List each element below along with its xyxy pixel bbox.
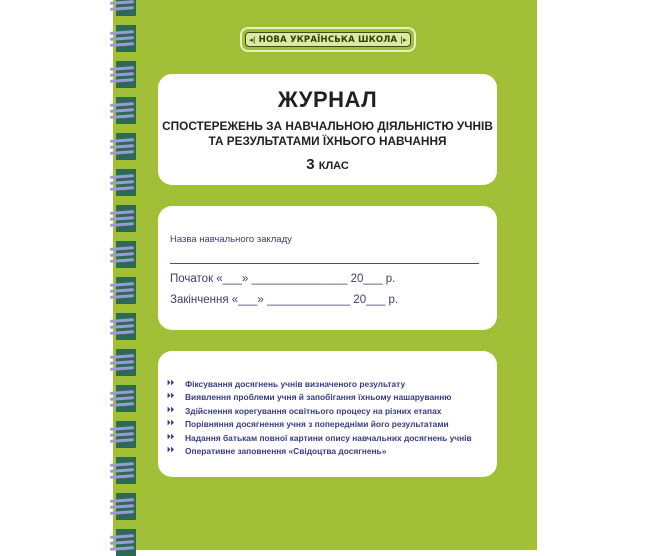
series-badge <box>240 27 416 52</box>
spiral-wire <box>110 534 134 539</box>
spiral-wire <box>110 426 134 431</box>
journal-subtitle <box>158 119 497 149</box>
spiral-binding <box>108 0 140 550</box>
feature-text: Оперативне заповнення «Свідоцтва досягнень» <box>185 446 387 457</box>
double-arrow-icon: ⏵⏵ <box>167 379 174 387</box>
spiral-wire <box>110 108 134 113</box>
spiral-wire <box>110 180 134 185</box>
spiral-wire <box>110 78 134 83</box>
spiral-wire <box>110 438 134 443</box>
binding-hole <box>116 25 136 52</box>
spiral-wire <box>110 432 134 437</box>
double-arrow-icon: ⏵⏵ <box>167 433 174 441</box>
binding-hole <box>116 421 136 448</box>
spiral-wire <box>110 498 134 503</box>
spiral-wire <box>110 402 134 407</box>
spiral-wire <box>110 540 134 545</box>
feature-text: Фіксування досягнень учнів визначеного результату <box>185 378 406 389</box>
spiral-wire <box>110 6 134 11</box>
spiral-wire <box>110 510 134 515</box>
spiral-wire <box>110 174 134 179</box>
journal-title: ЖУРНАЛ <box>277 87 378 112</box>
binding-hole <box>116 313 136 340</box>
binding-hole <box>116 241 136 268</box>
binding-hole <box>116 133 136 160</box>
spiral-wire <box>110 354 134 359</box>
left-arrow-icon: ◂| <box>249 35 256 44</box>
school-info-panel <box>158 206 497 330</box>
spiral-wire <box>110 246 134 251</box>
subtitle-line-1: СПОСТЕРЕЖЕНЬ ЗА НАВЧАЛЬНОЮ ДІЯЛЬНІСТЮ УЧНІВ <box>162 119 493 133</box>
spiral-wire <box>110 216 134 221</box>
school-name-label: Назва навчального закладу <box>170 234 292 245</box>
features-list <box>167 377 472 458</box>
spiral-wire <box>110 186 134 191</box>
spiral-wire <box>110 210 134 215</box>
spiral-wire <box>110 390 134 395</box>
spiral-wire <box>110 150 134 155</box>
feature-text: Надання батькам повної картини опису навчальних досягнень учнів <box>185 432 472 443</box>
spiral-wire <box>110 66 134 71</box>
spiral-wire <box>110 318 134 323</box>
spiral-wire <box>110 282 134 287</box>
title-panel <box>158 74 497 185</box>
end-date-row: Закінчення «___» _____________ 20___ р. <box>170 294 399 306</box>
features-panel <box>158 351 497 477</box>
binding-hole <box>116 277 136 304</box>
binding-hole <box>116 457 136 484</box>
spiral-wire <box>110 462 134 467</box>
binding-hole <box>116 61 136 88</box>
spiral-wire <box>110 474 134 479</box>
right-arrow-icon: |▸ <box>400 35 407 44</box>
spiral-wire <box>110 102 134 107</box>
binding-hole <box>116 205 136 232</box>
spiral-wire <box>110 366 134 371</box>
grade-number: 3 <box>306 156 315 173</box>
spiral-wire <box>110 396 134 401</box>
grade-word: КЛАС <box>318 160 349 172</box>
feature-item <box>167 377 472 391</box>
spiral-wire <box>110 144 134 149</box>
spiral-wire <box>110 138 134 143</box>
grade-label <box>158 156 497 173</box>
double-arrow-icon: ⏵⏵ <box>167 406 174 414</box>
spiral-wire <box>110 222 134 227</box>
spiral-wire <box>110 258 134 263</box>
subtitle-line-2: ТА РЕЗУЛЬТАТАМИ ЇХНЬОГО НАВЧАННЯ <box>208 134 447 148</box>
spiral-wire <box>110 30 134 35</box>
series-label: НОВА УКРАЇНСЬКА ШКОЛА <box>258 34 398 45</box>
spiral-wire <box>110 294 134 299</box>
spiral-wire <box>110 114 134 119</box>
feature-text: Здійснення корегування освітнього процесу на різних етапах <box>185 405 442 416</box>
start-date-row: Початок «___» _______________ 20___ р. <box>170 273 396 285</box>
school-name-line <box>170 263 479 264</box>
binding-hole <box>116 349 136 376</box>
binding-hole <box>116 97 136 124</box>
spiral-wire <box>110 330 134 335</box>
spiral-wire <box>110 504 134 509</box>
feature-text: Порівняння досягнення учня з попередніми його результатами <box>185 419 449 430</box>
spiral-wire <box>110 360 134 365</box>
feature-item <box>167 445 472 459</box>
binding-hole <box>116 529 136 556</box>
spiral-wire <box>110 288 134 293</box>
spiral-wire <box>110 252 134 257</box>
spiral-wire <box>110 468 134 473</box>
spiral-wire <box>110 0 134 5</box>
feature-item <box>167 418 472 432</box>
spiral-wire <box>110 546 134 551</box>
spiral-wire <box>110 324 134 329</box>
binding-hole <box>116 493 136 520</box>
spiral-wire <box>110 42 134 47</box>
feature-item <box>167 431 472 445</box>
feature-item <box>167 391 472 405</box>
binding-hole <box>116 385 136 412</box>
double-arrow-icon: ⏵⏵ <box>167 420 174 428</box>
spiral-wire <box>110 36 134 41</box>
binding-hole <box>116 169 136 196</box>
binding-hole <box>116 0 136 16</box>
feature-item <box>167 404 472 418</box>
double-arrow-icon: ⏵⏵ <box>167 447 174 455</box>
double-arrow-icon: ⏵⏵ <box>167 393 174 401</box>
feature-text: Виявлення проблеми учня й запобігання їхньому нашаруванню <box>185 392 452 403</box>
spiral-wire <box>110 72 134 77</box>
